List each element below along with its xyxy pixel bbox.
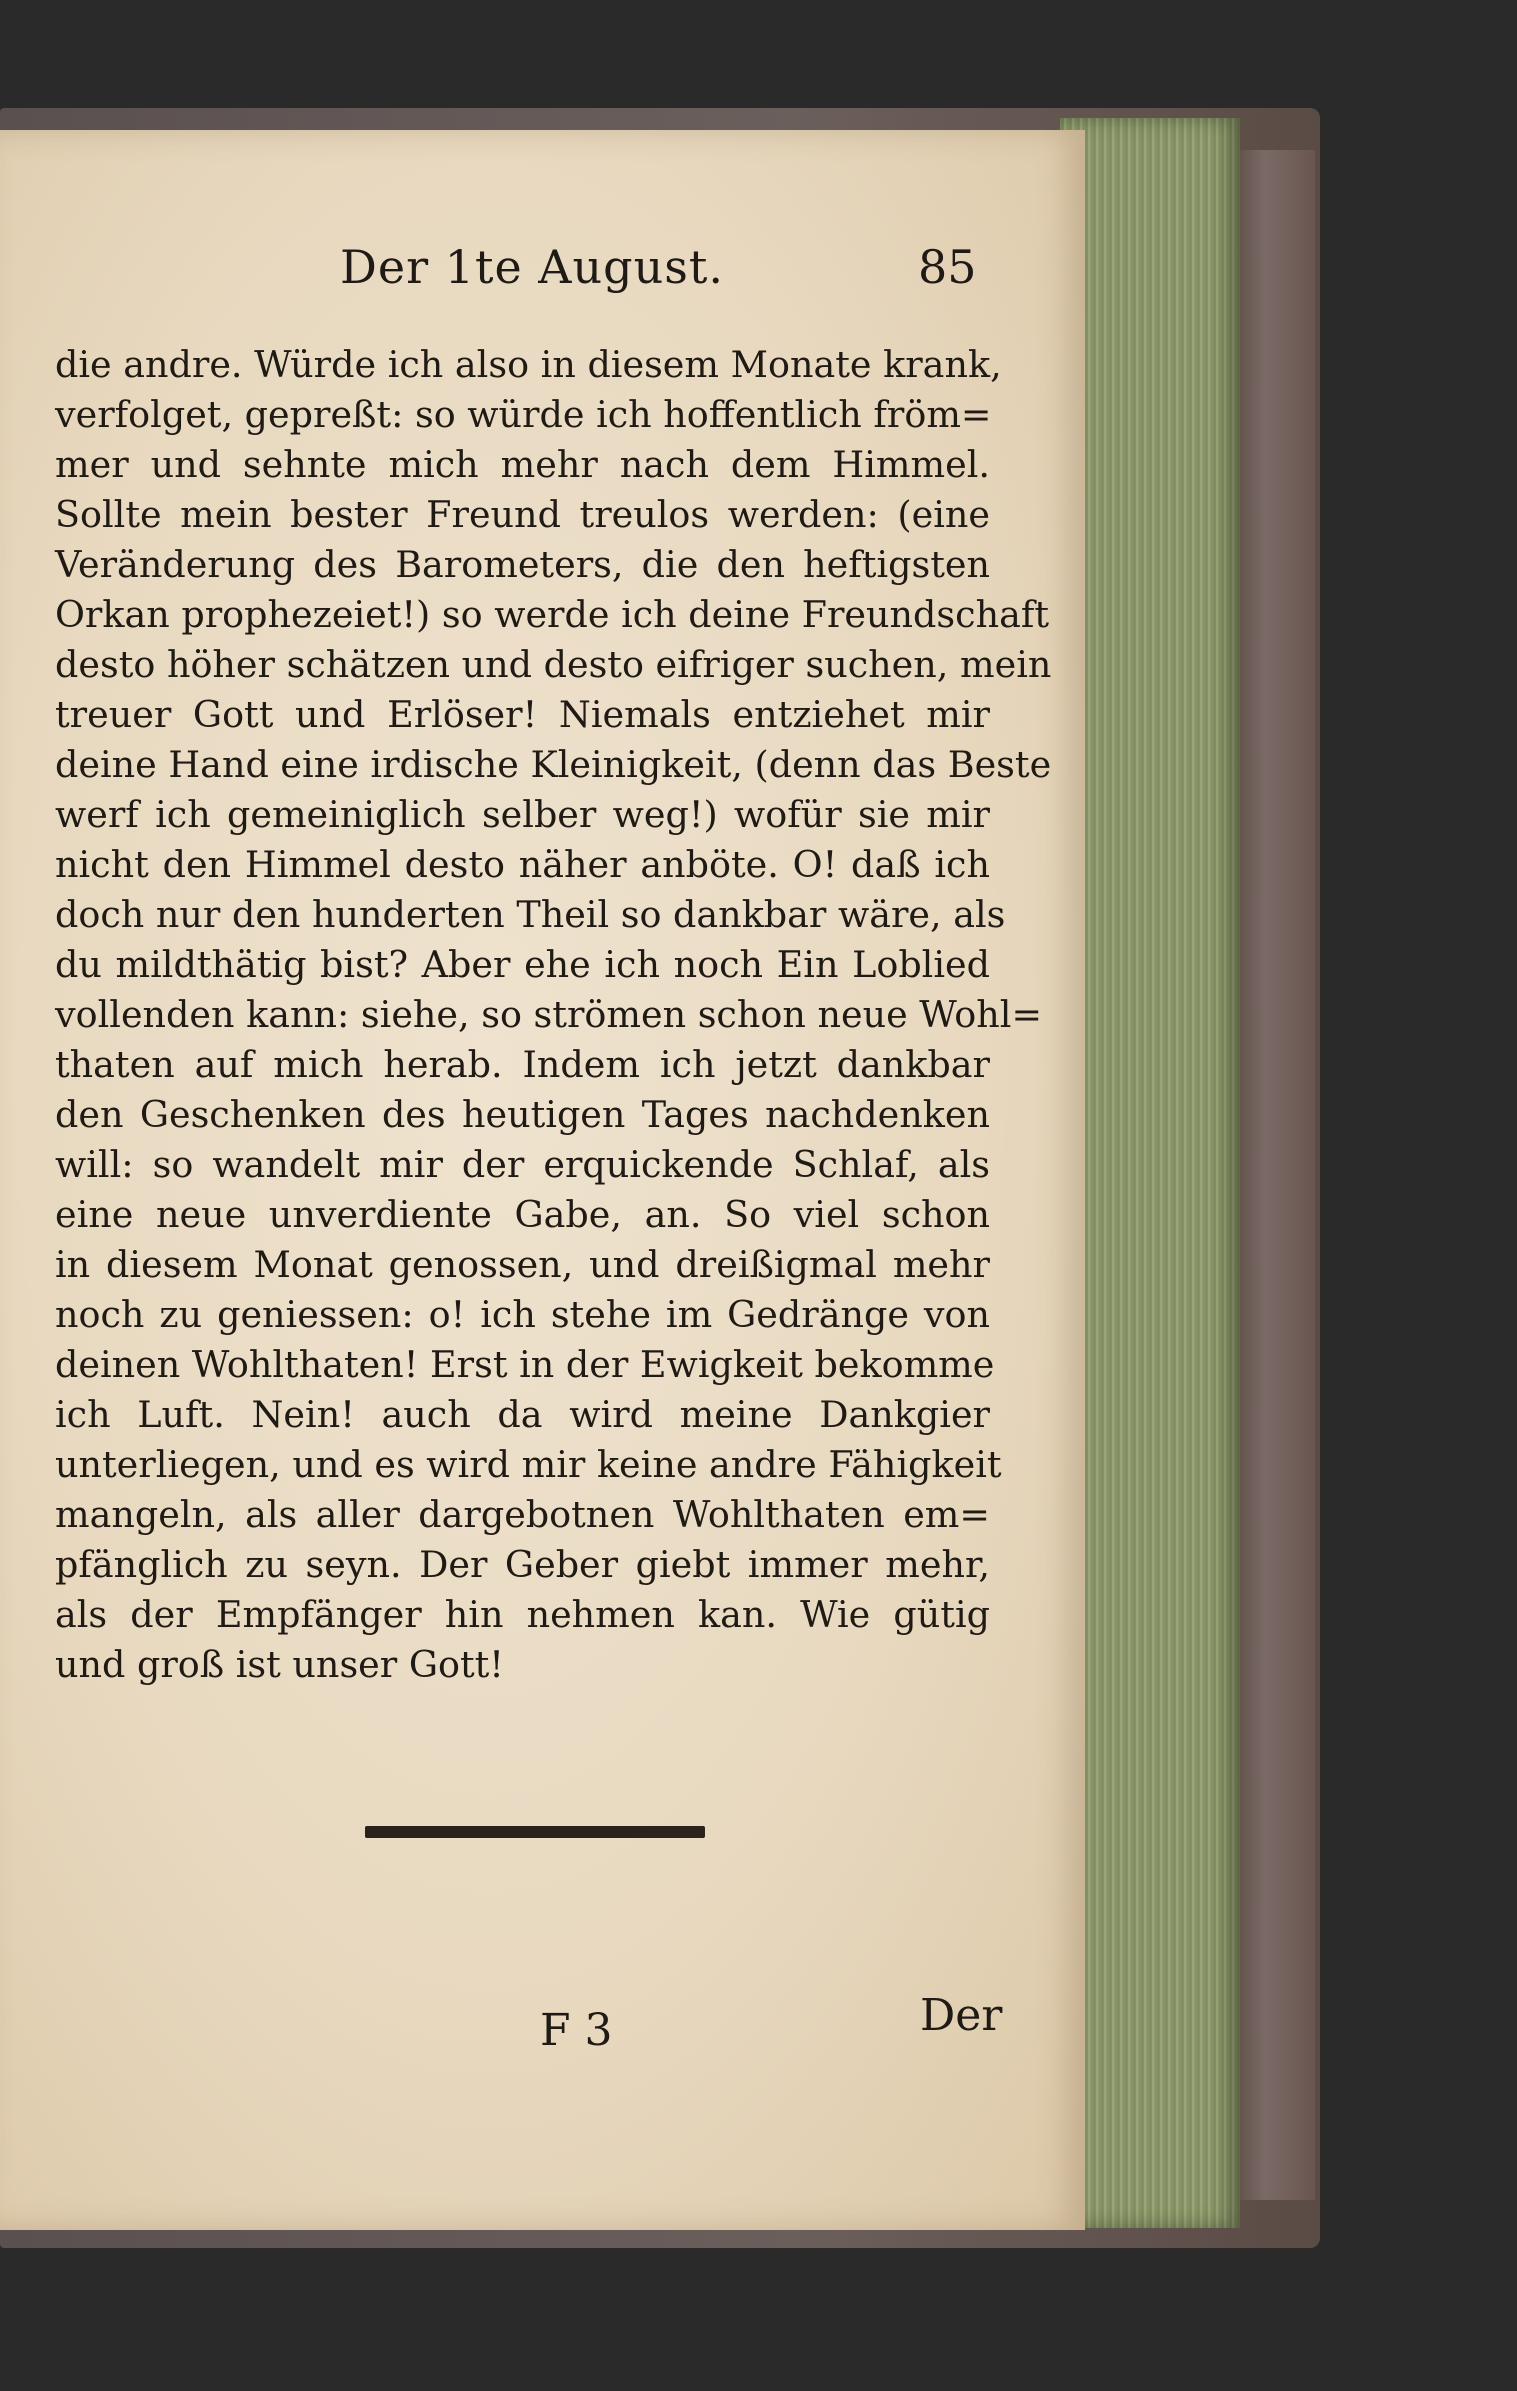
section-divider xyxy=(365,1826,705,1838)
text-line: mangeln, als aller dargebotnen Wohlthaten em= xyxy=(55,1493,990,1536)
text-line: als der Empfänger hin nehmen kan. Wie gütig xyxy=(55,1593,990,1636)
text-line: pfänglich zu seyn. Der Geber giebt immer mehr, xyxy=(55,1543,990,1586)
text-line: werf ich gemeiniglich selber weg!) wofür sie mir xyxy=(55,793,990,836)
page-edges xyxy=(1060,118,1240,2228)
text-line: doch nur den hunderten Theil so dankbar wäre, als xyxy=(55,893,1006,936)
text-line: Veränderung des Barometers, die den heftigsten xyxy=(55,543,990,586)
running-head: Der 1te August. xyxy=(340,240,724,294)
text-line: mer und sehnte mich mehr nach dem Himmel. xyxy=(55,443,990,486)
text-line: die andre. Würde ich also in diesem Monate krank, xyxy=(55,343,1002,386)
text-line: desto höher schätzen und desto eifriger suchen, mein xyxy=(55,643,1052,686)
text-line: und groß ist unser Gott! xyxy=(55,1643,504,1686)
text-line: Orkan prophezeiet!) so werde ich deine Freundschaft xyxy=(55,593,1050,636)
text-line: in diesem Monat genossen, und dreißigmal mehr xyxy=(55,1243,990,1286)
text-line: noch zu geniessen: o! ich stehe im Gedränge von xyxy=(55,1293,990,1336)
text-line: nicht den Himmel desto näher anböte. O! daß ich xyxy=(55,843,990,886)
back-board xyxy=(1230,150,1315,2200)
catchword: Der xyxy=(920,1990,1003,2041)
text-line: deinen Wohlthaten! Erst in der Ewigkeit bekomme xyxy=(55,1343,995,1386)
text-line: vollenden kann: siehe, so strömen schon neue Wohl= xyxy=(55,993,1043,1036)
page-number: 85 xyxy=(918,240,977,294)
text-line: deine Hand eine irdische Kleinigkeit, (denn das Beste xyxy=(55,743,1052,786)
text-line: eine neue unverdiente Gabe, an. So viel schon xyxy=(55,1193,990,1236)
page-header xyxy=(0,240,1085,310)
text-line: den Geschenken des heutigen Tages nachdenken xyxy=(55,1093,990,1136)
text-line: Sollte mein bester Freund treulos werden: (eine xyxy=(55,493,990,536)
signature-mark: F 3 xyxy=(540,2005,613,2056)
text-line: du mildthätig bist? Aber ehe ich noch Ein Loblied xyxy=(55,943,990,986)
text-line: will: so wandelt mir der erquickende Schlaf, als xyxy=(55,1143,990,1186)
text-line: thaten auf mich herab. Indem ich jetzt dankbar xyxy=(55,1043,990,1086)
body-text xyxy=(55,340,1052,1690)
text-line: ich Luft. Nein! auch da wird meine Dankgier xyxy=(55,1393,990,1436)
text-line: verfolget, gepreßt: so würde ich hoffentlich fröm= xyxy=(55,393,992,436)
text-line: treuer Gott und Erlöser! Niemals entziehet mir xyxy=(55,693,990,736)
text-line: unterliegen, und es wird mir keine andre Fähigkeit xyxy=(55,1443,1002,1486)
